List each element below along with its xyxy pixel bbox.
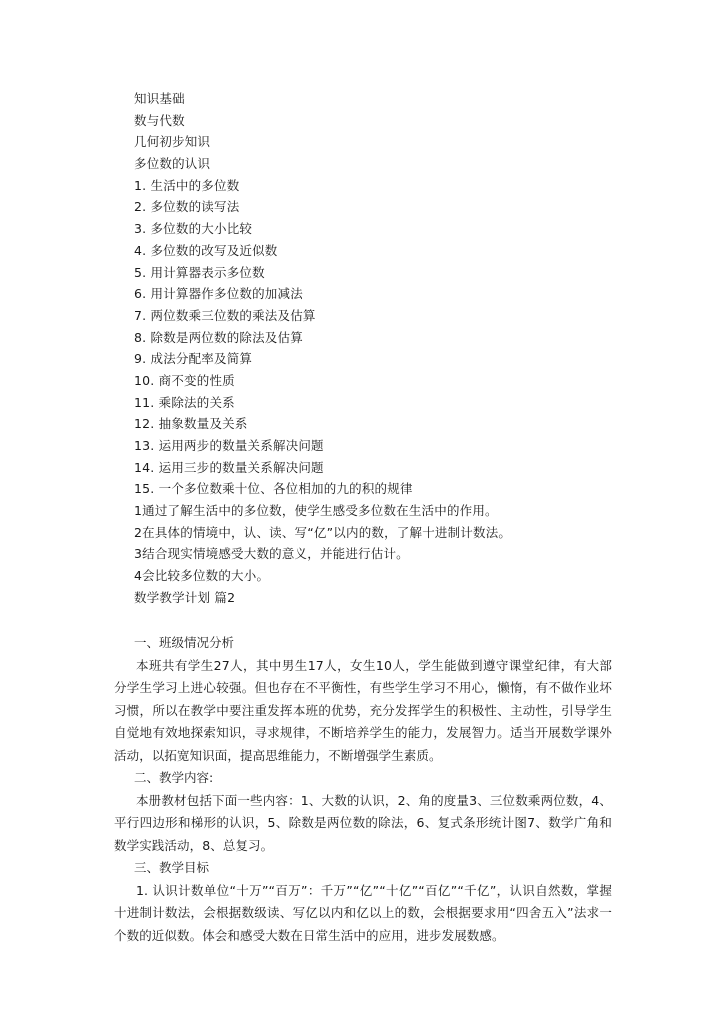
outline-line: 4. 多位数的改写及近似数 bbox=[134, 242, 278, 258]
outline-line: 3. 多位数的大小比较 bbox=[134, 221, 253, 237]
section-paragraph: 本册教材包括下面一些内容：1、大数的认识，2、角的度量3、三位数乘两位数，4、平行四边形和梯形的认识，5、除数是两位数的除法，6、复式条形统计图7、数学广角和数学实践活动，8、总复习。 bbox=[114, 792, 612, 853]
body-text bbox=[114, 632, 612, 947]
outline-line: 6. 用计算器作多位数的加减法 bbox=[134, 286, 303, 302]
outline-line: 多位数的认识 bbox=[134, 156, 211, 172]
outline-line: 2在具体的情境中，认、读、写“亿”以内的数，了解十进制计数法。 bbox=[134, 524, 512, 540]
section-heading: 三、教学目标 bbox=[134, 860, 210, 875]
outline-line: 4会比较多位数的大小。 bbox=[134, 568, 270, 584]
outline-line: 13. 运用两步的数量关系解决问题 bbox=[134, 438, 324, 453]
outline-line: 几何初步知识 bbox=[134, 134, 211, 150]
outline-line: 8. 除数是两位数的除法及估算 bbox=[134, 329, 303, 345]
outline-list bbox=[134, 88, 614, 609]
outline-line: 11. 乘除法的关系 bbox=[134, 394, 235, 410]
outline-line: 知识基础 bbox=[134, 91, 185, 106]
outline-line: 5. 用计算器表示多位数 bbox=[134, 264, 265, 280]
outline-line: 7. 两位数乘三位数的乘法及估算 bbox=[134, 307, 316, 323]
outline-line: 10. 商不变的性质 bbox=[134, 372, 235, 388]
section-heading: 二、教学内容: bbox=[134, 770, 214, 785]
outline-line: 1通过了解生活中的多位数，使学生感受多位数在生活中的作用。 bbox=[134, 503, 498, 519]
outline-line: 14. 运用三步的数量关系解决问题 bbox=[134, 459, 324, 475]
outline-line: 数与代数 bbox=[134, 112, 185, 128]
outline-line: 3结合现实情境感受大数的意义，并能进行估计。 bbox=[134, 546, 409, 562]
outline-line: 9. 成法分配率及简算 bbox=[134, 351, 253, 367]
outline-line: 15. 一个多位数乘十位、各位相加的九的积的规律 bbox=[134, 481, 413, 497]
section-paragraph: 1. 认识计数单位“十万”“百万”：千万”“亿”“十亿”“百亿”“千亿”，认识自然数，掌握十进制计数法，会根据数级读、写亿以内和亿以上的数，会根据要求用“四舍五入”法求一个数的近似数。体会和感受大数在日常生活中的应用，进步发展数感。 bbox=[114, 882, 612, 943]
section-title: 数学教学计划 篇2 bbox=[134, 589, 236, 605]
outline-line: 2. 多位数的读写法 bbox=[134, 199, 240, 215]
section-heading: 一、班级情况分析 bbox=[134, 635, 235, 650]
outline-line: 1. 生活中的多位数 bbox=[134, 177, 240, 193]
outline-line: 12. 抽象数量及关系 bbox=[134, 416, 248, 432]
section-paragraph: 本班共有学生27人，其中男生17人，女生10人，学生能做到遵守课堂纪律，有大部分学生学习上进心较强。但也存在不平衡性，有些学生学习不用心，懒惰，有不做作业坏习惯，所以在教学中要注重发挥本班的优势，充分发挥学生的积极性、主动性，引导学生自觉地有效地探索知识，寻求规律，不断培养学生的能力，发展智力。适当开展数学课外活动，以拓宽知识面，提高思维能力，不断增强学生素质。 bbox=[114, 657, 612, 763]
